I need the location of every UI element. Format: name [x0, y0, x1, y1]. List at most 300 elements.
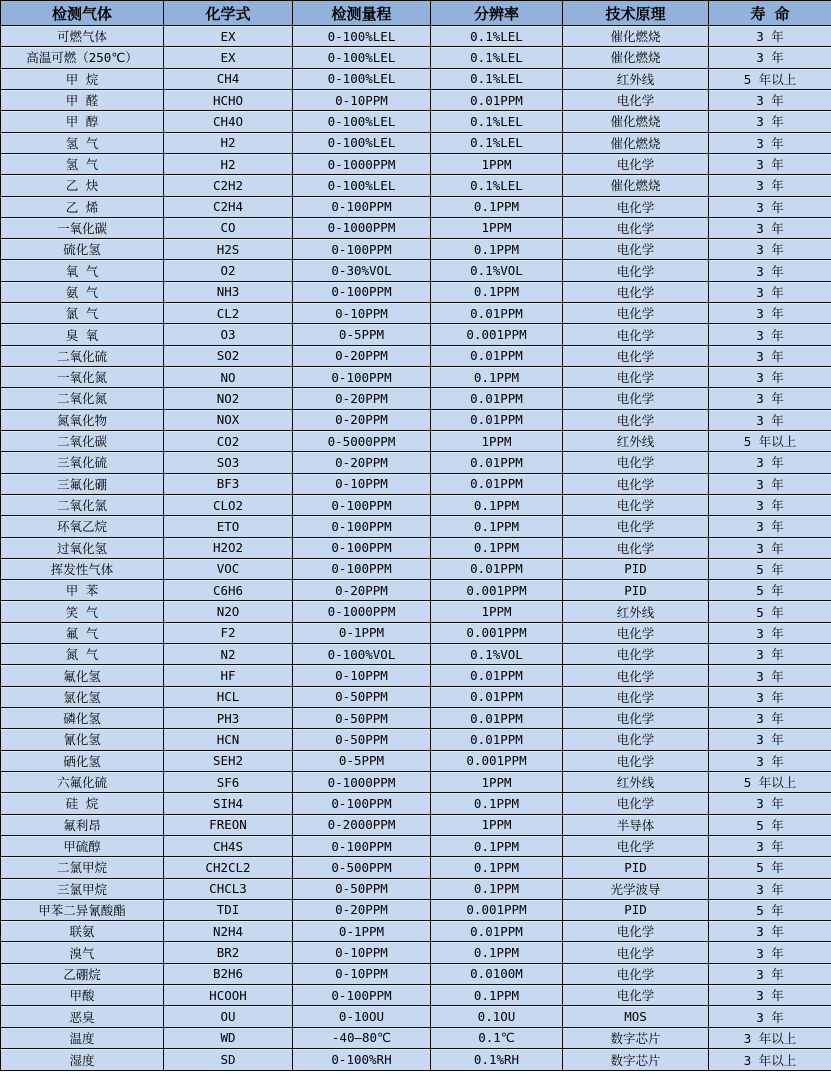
column-header-0: 检测气体: [1, 1, 164, 26]
table-cell: 0.1PPM: [431, 516, 563, 537]
table-row: [1, 345, 831, 366]
table-cell: NO2: [164, 388, 293, 409]
table-row: [1, 686, 831, 707]
table-cell: 乙 炔: [1, 175, 164, 196]
table-cell: 0.1%RH: [431, 1049, 563, 1071]
table-cell: 0.01PPM: [431, 708, 563, 729]
table-cell: 0.1%VOL: [431, 644, 563, 665]
table-row: [1, 878, 831, 899]
table-cell: HCL: [164, 686, 293, 707]
table-cell: 三氧化硫: [1, 452, 164, 473]
table-cell: 0-1000PPM: [293, 771, 431, 792]
table-cell: 数字芯片: [563, 1027, 709, 1048]
header-row: [1, 1, 831, 26]
table-cell: 0-50PPM: [293, 708, 431, 729]
table-cell: 电化学: [563, 708, 709, 729]
table-cell: 0.001PPM: [431, 580, 563, 601]
table-cell: 0.001PPM: [431, 899, 563, 920]
table-cell: 0-5PPM: [293, 324, 431, 345]
table-cell: 3 年: [709, 409, 831, 430]
table-cell: O2: [164, 260, 293, 281]
table-row: [1, 303, 831, 324]
table-cell: 氟化氢: [1, 665, 164, 686]
table-cell: 0-100PPM: [293, 558, 431, 579]
table-cell: 三氟化硼: [1, 473, 164, 494]
table-cell: 乙 烯: [1, 196, 164, 217]
table-cell: 5 年以上: [709, 430, 831, 451]
table-cell: HF: [164, 665, 293, 686]
table-cell: 0-10PPM: [293, 963, 431, 984]
table-row: [1, 494, 831, 515]
table-cell: CH2CL2: [164, 857, 293, 878]
table-cell: 3 年: [709, 985, 831, 1006]
table-cell: PID: [563, 580, 709, 601]
table-row: [1, 942, 831, 963]
table-cell: 3 年: [709, 388, 831, 409]
table-cell: 0-1000PPM: [293, 601, 431, 622]
table-cell: 臭 氧: [1, 324, 164, 345]
table-row: [1, 516, 831, 537]
table-cell: 电化学: [563, 324, 709, 345]
table-cell: O3: [164, 324, 293, 345]
table-cell: -40—80℃: [293, 1027, 431, 1048]
table-cell: 0.01PPM: [431, 921, 563, 942]
table-cell: 0.001PPM: [431, 750, 563, 771]
table-row: [1, 175, 831, 196]
table-cell: 二氧化氯: [1, 494, 164, 515]
table-cell: C2H4: [164, 196, 293, 217]
table-cell: 电化学: [563, 303, 709, 324]
table-cell: 磷化氢: [1, 708, 164, 729]
table-cell: BR2: [164, 942, 293, 963]
table-cell: SIH4: [164, 793, 293, 814]
table-cell: 二氧化氮: [1, 388, 164, 409]
table-cell: 硅 烷: [1, 793, 164, 814]
table-cell: 0-100PPM: [293, 835, 431, 856]
table-cell: 0-100PPM: [293, 239, 431, 260]
table-cell: 0-100%RH: [293, 1049, 431, 1071]
table-cell: 0-20PPM: [293, 899, 431, 920]
table-cell: 二氧化硫: [1, 345, 164, 366]
table-cell: 1PPM: [431, 771, 563, 792]
table-cell: 挥发性气体: [1, 558, 164, 579]
table-cell: 0.01PPM: [431, 558, 563, 579]
table-cell: 红外线: [563, 430, 709, 451]
table-cell: 氯化氢: [1, 686, 164, 707]
table-cell: 0-100PPM: [293, 281, 431, 302]
table-cell: 电化学: [563, 260, 709, 281]
table-cell: 0.1%VOL: [431, 260, 563, 281]
table-cell: 电化学: [563, 942, 709, 963]
table-cell: 0-10PPM: [293, 665, 431, 686]
table-cell: C2H2: [164, 175, 293, 196]
table-row: [1, 622, 831, 643]
table-cell: 甲 醇: [1, 111, 164, 132]
table-cell: 催化燃烧: [563, 26, 709, 47]
table-cell: 二氯甲烷: [1, 857, 164, 878]
table-cell: 电化学: [563, 793, 709, 814]
table-cell: 1PPM: [431, 153, 563, 174]
table-cell: 甲酸: [1, 985, 164, 1006]
table-cell: 3 年: [709, 921, 831, 942]
table-cell: F2: [164, 622, 293, 643]
table-cell: 电化学: [563, 409, 709, 430]
table-cell: 3 年: [709, 47, 831, 68]
table-cell: 3 年: [709, 942, 831, 963]
table-cell: 电化学: [563, 750, 709, 771]
table-cell: 氮 气: [1, 644, 164, 665]
table-cell: 电化学: [563, 537, 709, 558]
table-cell: 0.01PPM: [431, 303, 563, 324]
table-cell: 0-100PPM: [293, 516, 431, 537]
table-row: [1, 665, 831, 686]
table-row: [1, 771, 831, 792]
table-cell: 0-100%VOL: [293, 644, 431, 665]
table-cell: 0-50PPM: [293, 729, 431, 750]
column-header-1: 化学式: [164, 1, 293, 26]
table-cell: OU: [164, 1006, 293, 1027]
table-cell: 电化学: [563, 921, 709, 942]
table-cell: 0.1PPM: [431, 239, 563, 260]
table-cell: SF6: [164, 771, 293, 792]
table-row: [1, 196, 831, 217]
table-row: [1, 324, 831, 345]
table-cell: 电化学: [563, 217, 709, 238]
table-cell: CO2: [164, 430, 293, 451]
table-cell: 环氧乙烷: [1, 516, 164, 537]
table-cell: 乙硼烷: [1, 963, 164, 984]
table-cell: 3 年: [709, 494, 831, 515]
table-cell: 0.1%LEL: [431, 175, 563, 196]
table-cell: 湿度: [1, 1049, 164, 1071]
table-cell: 六氟化硫: [1, 771, 164, 792]
table-cell: 硒化氢: [1, 750, 164, 771]
table-cell: 0-100%LEL: [293, 132, 431, 153]
table-cell: 0-100PPM: [293, 985, 431, 1006]
table-row: [1, 580, 831, 601]
table-cell: 催化燃烧: [563, 132, 709, 153]
table-row: [1, 47, 831, 68]
table-cell: TDI: [164, 899, 293, 920]
table-cell: 0.1PPM: [431, 793, 563, 814]
table-cell: 1PPM: [431, 814, 563, 835]
table-cell: 电化学: [563, 452, 709, 473]
table-cell: 0-1PPM: [293, 622, 431, 643]
table-cell: H2S: [164, 239, 293, 260]
table-cell: 电化学: [563, 516, 709, 537]
table-cell: 电化学: [563, 281, 709, 302]
table-cell: 氢 气: [1, 132, 164, 153]
table-cell: 甲 苯: [1, 580, 164, 601]
table-cell: EX: [164, 47, 293, 68]
table-cell: WD: [164, 1027, 293, 1048]
table-cell: 0.1PPM: [431, 367, 563, 388]
table-cell: 光学波导: [563, 878, 709, 899]
table-cell: NH3: [164, 281, 293, 302]
table-cell: 电化学: [563, 196, 709, 217]
table-cell: 0-10OU: [293, 1006, 431, 1027]
table-cell: 1PPM: [431, 601, 563, 622]
table-row: [1, 729, 831, 750]
table-row: [1, 473, 831, 494]
table-row: [1, 793, 831, 814]
table-row: [1, 430, 831, 451]
table-cell: 0.01PPM: [431, 89, 563, 110]
table-cell: 氧 气: [1, 260, 164, 281]
table-row: [1, 1027, 831, 1048]
table-cell: 0-50PPM: [293, 878, 431, 899]
table-cell: 0.1%LEL: [431, 68, 563, 89]
table-cell: N2H4: [164, 921, 293, 942]
table-cell: 电化学: [563, 494, 709, 515]
table-cell: 0-2000PPM: [293, 814, 431, 835]
table-cell: 3 年以上: [709, 1049, 831, 1071]
table-cell: 可燃气体: [1, 26, 164, 47]
table-cell: 3 年: [709, 729, 831, 750]
table-row: [1, 985, 831, 1006]
table-cell: CHCL3: [164, 878, 293, 899]
table-cell: 3 年: [709, 750, 831, 771]
column-header-4: 技术原理: [563, 1, 709, 26]
table-cell: 3 年: [709, 153, 831, 174]
table-cell: PH3: [164, 708, 293, 729]
table-cell: 0.01PPM: [431, 729, 563, 750]
table-cell: 催化燃烧: [563, 111, 709, 132]
table-body: [1, 26, 831, 1071]
table-cell: 0-1000PPM: [293, 217, 431, 238]
table-cell: 二氧化碳: [1, 430, 164, 451]
table-cell: 甲苯二异氰酸酯: [1, 899, 164, 920]
table-cell: 3 年: [709, 878, 831, 899]
table-cell: 氮氧化物: [1, 409, 164, 430]
table-cell: 3 年: [709, 26, 831, 47]
table-cell: 3 年: [709, 835, 831, 856]
table-cell: 氯 气: [1, 303, 164, 324]
table-row: [1, 111, 831, 132]
table-cell: 0.1PPM: [431, 537, 563, 558]
table-cell: CO: [164, 217, 293, 238]
table-cell: 3 年: [709, 516, 831, 537]
table-cell: 3 年: [709, 622, 831, 643]
table-cell: 0.1PPM: [431, 835, 563, 856]
table-row: [1, 26, 831, 47]
table-cell: PID: [563, 857, 709, 878]
table-cell: 0-1000PPM: [293, 153, 431, 174]
table-cell: EX: [164, 26, 293, 47]
table-cell: 电化学: [563, 153, 709, 174]
table-cell: 3 年: [709, 644, 831, 665]
table-cell: 0.1%LEL: [431, 47, 563, 68]
table-cell: 0.1%LEL: [431, 132, 563, 153]
table-cell: 电化学: [563, 345, 709, 366]
table-row: [1, 1006, 831, 1027]
table-cell: 0.01PPM: [431, 452, 563, 473]
table-cell: 3 年: [709, 665, 831, 686]
table-cell: SO2: [164, 345, 293, 366]
table-cell: 电化学: [563, 644, 709, 665]
table-cell: 3 年: [709, 1006, 831, 1027]
table-cell: 3 年: [709, 260, 831, 281]
table-cell: 数字芯片: [563, 1049, 709, 1071]
table-cell: N2O: [164, 601, 293, 622]
table-cell: 0.01PPM: [431, 686, 563, 707]
table-cell: 0.1PPM: [431, 942, 563, 963]
table-cell: 0-30%VOL: [293, 260, 431, 281]
table-cell: 3 年: [709, 963, 831, 984]
table-cell: VOC: [164, 558, 293, 579]
table-cell: 电化学: [563, 473, 709, 494]
table-cell: 3 年: [709, 367, 831, 388]
table-cell: 0-100PPM: [293, 494, 431, 515]
table-cell: FREON: [164, 814, 293, 835]
table-row: [1, 239, 831, 260]
table-cell: 0-20PPM: [293, 580, 431, 601]
table-cell: 三氯甲烷: [1, 878, 164, 899]
table-cell: 催化燃烧: [563, 175, 709, 196]
table-cell: SD: [164, 1049, 293, 1071]
table-cell: 3 年: [709, 324, 831, 345]
table-row: [1, 260, 831, 281]
table-cell: HCN: [164, 729, 293, 750]
table-row: [1, 409, 831, 430]
table-cell: 0.1PPM: [431, 857, 563, 878]
table-cell: CLO2: [164, 494, 293, 515]
table-cell: 0.01PPM: [431, 388, 563, 409]
table-cell: 恶臭: [1, 1006, 164, 1027]
table-cell: 0.1℃: [431, 1027, 563, 1048]
table-cell: 氟 气: [1, 622, 164, 643]
table-cell: 0.0100M: [431, 963, 563, 984]
table-row: [1, 452, 831, 473]
table-cell: 氟利昂: [1, 814, 164, 835]
table-cell: SO3: [164, 452, 293, 473]
table-row: [1, 388, 831, 409]
table-cell: 0-5000PPM: [293, 430, 431, 451]
table-cell: 氢 气: [1, 153, 164, 174]
table-cell: 0-10PPM: [293, 303, 431, 324]
table-cell: 甲 烷: [1, 68, 164, 89]
table-cell: CH4: [164, 68, 293, 89]
table-cell: 5 年: [709, 601, 831, 622]
table-cell: 半导体: [563, 814, 709, 835]
table-cell: 0.01PPM: [431, 409, 563, 430]
table-cell: 3 年: [709, 281, 831, 302]
table-cell: 3 年: [709, 537, 831, 558]
table-cell: 3 年: [709, 452, 831, 473]
table-cell: 电化学: [563, 985, 709, 1006]
table-cell: 甲硫醇: [1, 835, 164, 856]
table-cell: SEH2: [164, 750, 293, 771]
table-cell: PID: [563, 899, 709, 920]
table-row: [1, 68, 831, 89]
table-cell: 0-20PPM: [293, 409, 431, 430]
table-cell: 电化学: [563, 89, 709, 110]
table-cell: MOS: [563, 1006, 709, 1027]
table-cell: 0-100PPM: [293, 793, 431, 814]
table-cell: 0-10PPM: [293, 942, 431, 963]
table-cell: 0.001PPM: [431, 324, 563, 345]
table-cell: 温度: [1, 1027, 164, 1048]
table-cell: 0.001PPM: [431, 622, 563, 643]
table-row: [1, 835, 831, 856]
table-row: [1, 750, 831, 771]
table-cell: H2: [164, 132, 293, 153]
table-cell: 3 年: [709, 686, 831, 707]
table-row: [1, 217, 831, 238]
table-row: [1, 153, 831, 174]
table-row: [1, 367, 831, 388]
table-cell: 1PPM: [431, 430, 563, 451]
table-cell: 电化学: [563, 835, 709, 856]
table-cell: 3 年: [709, 239, 831, 260]
table-row: [1, 857, 831, 878]
table-cell: 0.1OU: [431, 1006, 563, 1027]
table-cell: 5 年: [709, 857, 831, 878]
table-cell: 硫化氢: [1, 239, 164, 260]
table-cell: 0-20PPM: [293, 345, 431, 366]
table-cell: 0.1PPM: [431, 985, 563, 1006]
table-cell: 0.01PPM: [431, 473, 563, 494]
table-cell: 3 年: [709, 175, 831, 196]
table-cell: N2: [164, 644, 293, 665]
table-cell: 5 年: [709, 558, 831, 579]
table-cell: 3 年: [709, 132, 831, 153]
table-cell: 5 年以上: [709, 68, 831, 89]
table-cell: 3 年: [709, 217, 831, 238]
table-cell: 5 年以上: [709, 771, 831, 792]
table-cell: 联氨: [1, 921, 164, 942]
table-cell: 一氧化碳: [1, 217, 164, 238]
table-row: [1, 1049, 831, 1071]
table-cell: 5 年: [709, 580, 831, 601]
table-cell: 电化学: [563, 239, 709, 260]
column-header-3: 分辨率: [431, 1, 563, 26]
table-cell: 0.1%LEL: [431, 111, 563, 132]
table-row: [1, 644, 831, 665]
table-cell: 0-5PPM: [293, 750, 431, 771]
table-cell: CH4O: [164, 111, 293, 132]
table-cell: 0-10PPM: [293, 473, 431, 494]
table-cell: B2H6: [164, 963, 293, 984]
table-cell: 5 年: [709, 899, 831, 920]
table-cell: 红外线: [563, 601, 709, 622]
table-cell: HCOOH: [164, 985, 293, 1006]
table-cell: 红外线: [563, 771, 709, 792]
table-cell: 溴气: [1, 942, 164, 963]
table-cell: BF3: [164, 473, 293, 494]
table-cell: 一氧化氮: [1, 367, 164, 388]
table-cell: 0.1PPM: [431, 878, 563, 899]
table-cell: ETO: [164, 516, 293, 537]
table-row: [1, 921, 831, 942]
table-cell: NOX: [164, 409, 293, 430]
table-cell: 3 年: [709, 708, 831, 729]
table-cell: 0-10PPM: [293, 89, 431, 110]
table-cell: 0-100PPM: [293, 196, 431, 217]
table-cell: 0.1PPM: [431, 196, 563, 217]
table-cell: 0.1PPM: [431, 494, 563, 515]
table-cell: CL2: [164, 303, 293, 324]
table-cell: 0-20PPM: [293, 388, 431, 409]
table-cell: 电化学: [563, 622, 709, 643]
table-cell: PID: [563, 558, 709, 579]
table-cell: 0-100%LEL: [293, 26, 431, 47]
table-cell: NO: [164, 367, 293, 388]
table-cell: 0.01PPM: [431, 345, 563, 366]
table-cell: CH4S: [164, 835, 293, 856]
table-cell: 0-500PPM: [293, 857, 431, 878]
table-cell: 0-100%LEL: [293, 47, 431, 68]
